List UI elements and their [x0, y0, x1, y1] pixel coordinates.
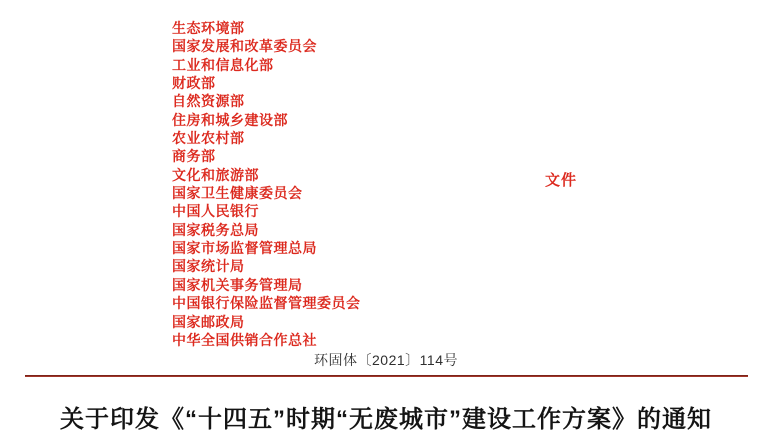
issuing-agency-item: 工业和信息化部 [172, 56, 274, 73]
issuing-agency-item: 国家统计局 [172, 258, 245, 275]
issuing-agency-item: 自然资源部 [172, 93, 245, 110]
issuing-agency-item: 住房和城乡建设部 [172, 111, 288, 128]
issuing-agency-item: 农业农村部 [172, 130, 245, 147]
issuing-agency-list [172, 19, 361, 349]
issuing-agency-item: 国家税务总局 [172, 221, 259, 238]
red-header-divider [25, 375, 748, 377]
document-word-label: 文件 [545, 172, 578, 189]
issuing-agency-item: 中国银行保险监督管理委员会 [172, 295, 361, 312]
issuing-agency-item: 国家邮政局 [172, 313, 245, 330]
issuing-agency-item: 中华全国供销合作总社 [172, 331, 317, 348]
document-number: 环固体〔2021〕114号 [314, 352, 458, 368]
issuing-agency-item: 国家市场监督管理总局 [172, 240, 317, 257]
issuing-agency-item: 财政部 [172, 75, 216, 92]
issuing-agency-item: 文化和旅游部 [172, 166, 259, 183]
document-title: 关于印发《“十四五”时期“无废城市”建设工作方案》的通知 [60, 406, 712, 433]
issuing-agency-item: 商务部 [172, 148, 216, 165]
issuing-agency-item: 国家卫生健康委员会 [172, 185, 303, 202]
issuing-agency-item: 国家发展和改革委员会 [172, 38, 317, 55]
issuing-agency-item: 中国人民银行 [172, 203, 259, 220]
issuing-agency-item: 生态环境部 [172, 20, 245, 36]
issuing-agency-item: 国家机关事务管理局 [172, 276, 303, 293]
